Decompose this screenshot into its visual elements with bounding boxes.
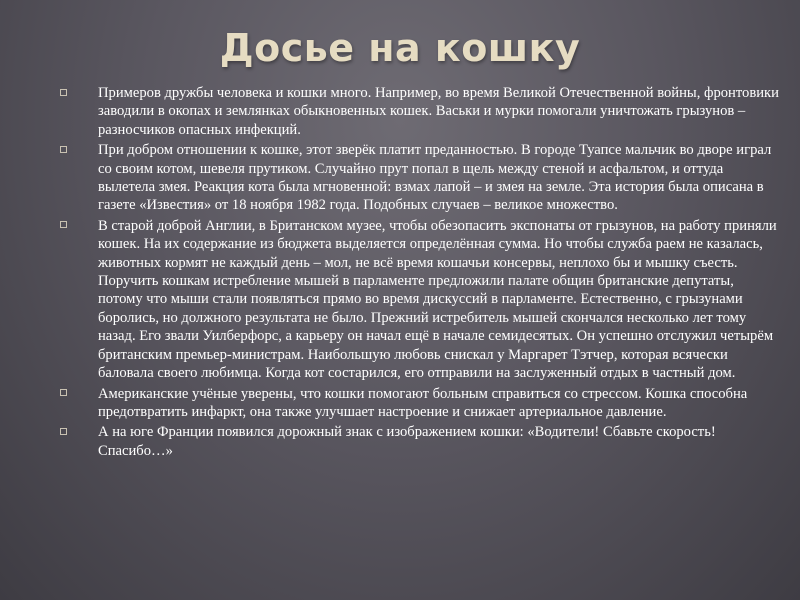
bullet-text: Примеров дружбы человека и кошки много. Например, во время Великой Отечественной войны, фронтовики заводили в окопах и землянках обыкновенных кошек. Васьки и мурки помогали уничтожать грызунов – разносчиков опасных инфекций. [98, 85, 779, 138]
bullet-item [58, 141, 780, 215]
bullet-item [58, 84, 780, 139]
bullet-text: В старой доброй Англии, в Британском музее, чтобы обезопасить экспонаты от грызунов, на работу приняли кошек. На их содержание из бюджета выделяется определённая сумма. Но чтобы служба раем не казалась, животных кормят не каждый день – мол, не всё время кошачьи консервы, неплохо бы и мышку съесть. Поручить кошкам истребление мышей в парламенте предложили палате общин британские депутаты, потому что мыши стали появляться прямо во время дискуссий в парламенте. Естественно, с грызунами боролись, но должного результата не было. Прежний истребитель мышей скончался несколько лет тому назад. Его звали Уилберфорс, а карьеру он начал ещё в начале семидесятых. Он успешно отслужил четырём британским премьер-министрам. Наибольшую любовь снискал у Маргарет Тэтчер, которая всячески баловала своего любимца. Когда кот состарился, его отправили на заслуженный отдых в частный дом. [98, 217, 777, 382]
hollow-square-icon [58, 220, 68, 230]
hollow-square-icon [58, 87, 68, 97]
hollow-square-icon [58, 144, 68, 154]
hollow-square-icon [58, 426, 68, 436]
bullet-item [58, 423, 780, 460]
bullet-item [58, 385, 780, 422]
bullet-text: А на юге Франции появился дорожный знак с изображением кошки: «Водители! Сбавьте скорость! Спасибо…» [98, 424, 716, 459]
slide-title: Досье на кошку [219, 26, 581, 70]
bullet-text: Американские учёные уверены, что кошки помогают больным справиться со стрессом. Кошка способна предотвратить инфаркт, она также улучшает настроение и снижает артериальное давление. [98, 385, 748, 420]
hollow-square-icon [58, 388, 68, 398]
bullet-text: При добром отношении к кошке, этот зверёк платит преданностью. В городе Туапсе мальчик во дворе играл со своим котом, шевеля прутиком. Случайно прут попал в щель между стеной и асфальтом, и оттуда вылетела змея. Реакция кота была мгновенной: взмах лапой – и змея на земле. Эта история была описана в газете «Известия» от 18 ноября 1982 года. Подобных случаев – великое множество. [98, 142, 772, 214]
slide-body [58, 84, 780, 462]
bullet-item [58, 217, 780, 383]
